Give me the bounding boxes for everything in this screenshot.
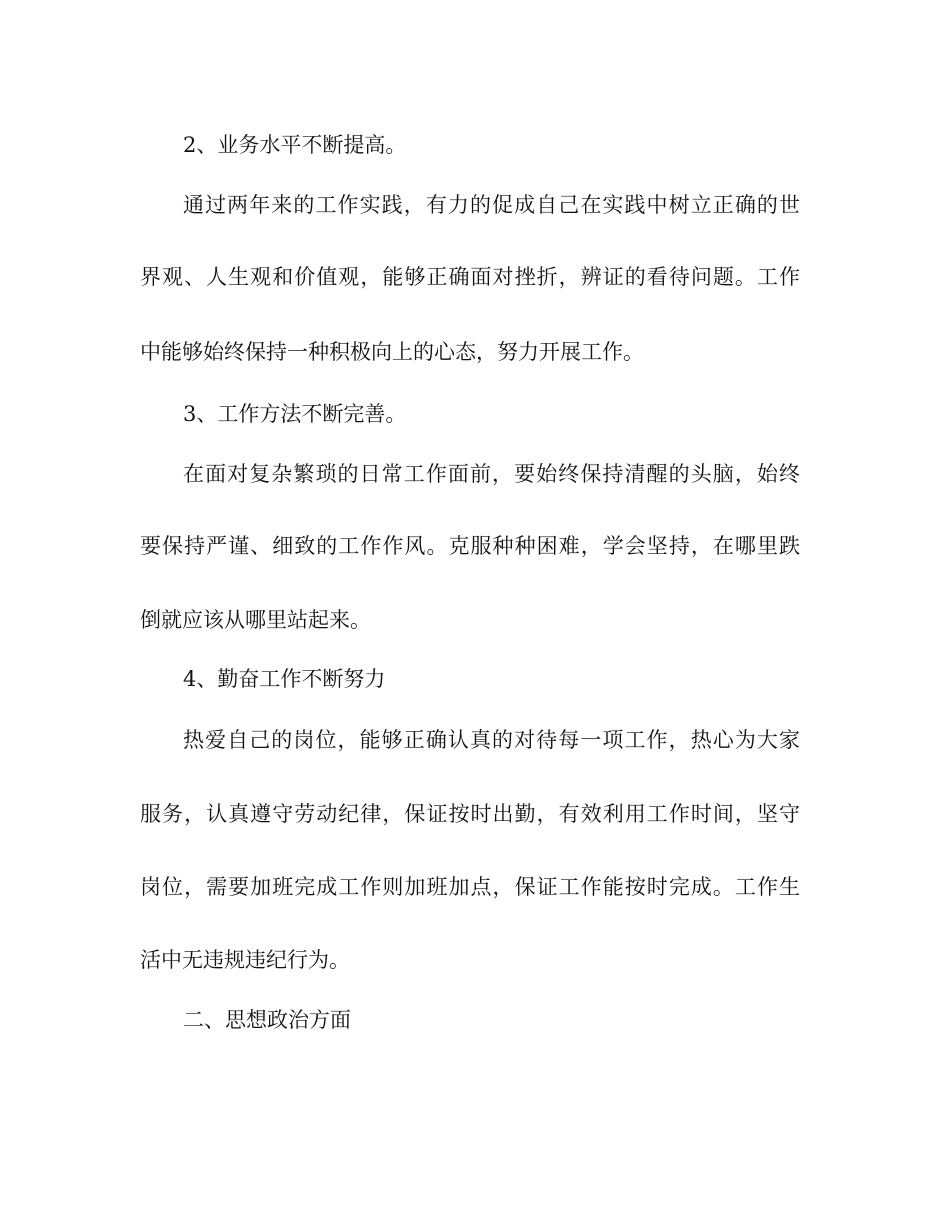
paragraph-line: 界观、人生观和价值观，能够正确面对挫折，辨证的看待问题。工作 (140, 265, 800, 289)
paragraph-line: 服务，认真遵守劳动纪律，保证按时出勤，有效利用工作时间，坚守 (140, 802, 800, 826)
paragraph-line: 通过两年来的工作实践，有力的促成自己在实践中树立正确的世 (183, 193, 800, 217)
paragraph-line: 热爱自己的岗位，能够正确认真的对待每一项工作，热心为大家 (183, 728, 800, 752)
heading-political-thought: 二、思想政治方面 (183, 1008, 351, 1032)
paragraph-line: 中能够始终保持一种积极向上的心态，努力开展工作。 (140, 340, 644, 364)
paragraph-line: 要保持严谨、细致的工作作风。克服种种困难，学会坚持，在哪里跌 (140, 534, 800, 558)
heading-diligent-work: 4、勤奋工作不断努力 (183, 667, 386, 691)
heading-business-level: 2、业务水平不断提高。 (183, 133, 407, 157)
paragraph-line: 倒就应该从哪里站起来。 (140, 608, 371, 632)
paragraph-line: 岗位，需要加班完成工作则加班加点，保证工作能按时完成。工作生 (140, 875, 800, 899)
paragraph-line: 在面对复杂繁琐的日常工作面前，要始终保持清醒的头脑，始终 (183, 462, 800, 486)
heading-work-methods: 3、工作方法不断完善。 (183, 402, 407, 426)
paragraph-line: 活中无违规违纪行为。 (140, 948, 350, 972)
